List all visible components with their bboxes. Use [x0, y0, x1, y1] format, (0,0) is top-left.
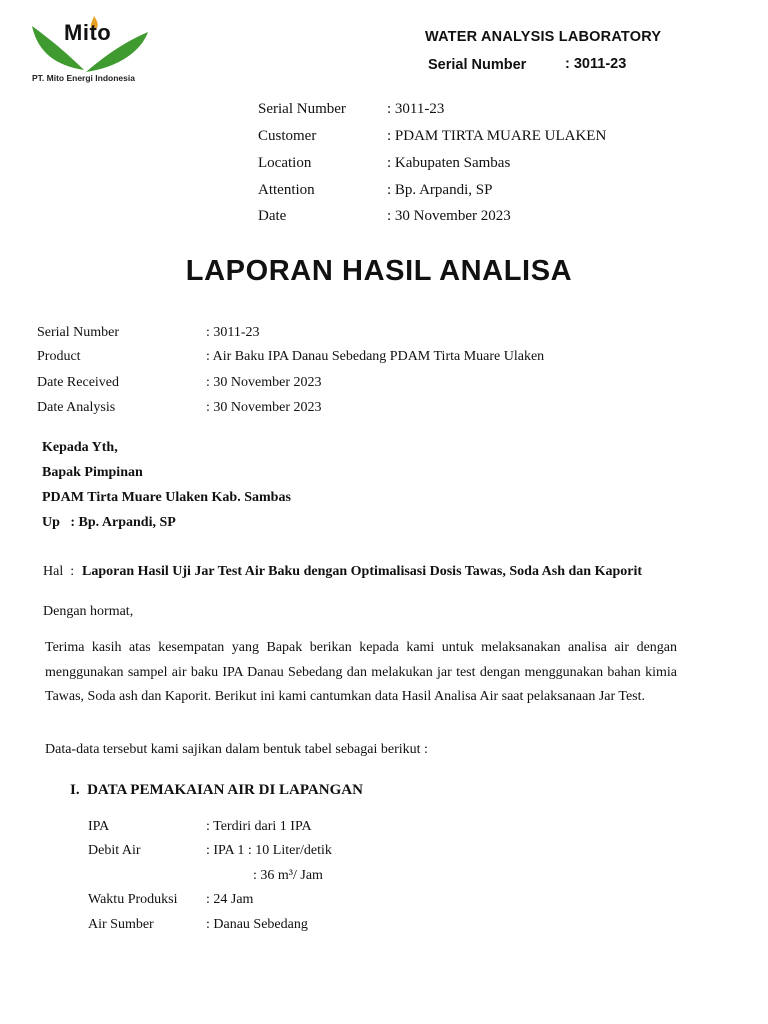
report-value: : 30 November 2023: [206, 375, 322, 390]
address-line: Bapak Pimpinan: [42, 465, 143, 480]
body-paragraph: Terima kasih atas kesempatan yang Bapak berikan kepada kami untuk melaksanakan analisa air dengan menggunakan sampel air baku IPA Danau Sebedang dan melakukan jar test dengan menggunakan bahan kimia Tawas, Soda ash dan Kaporit. Berikut ini kami cantumkan data Hasil Analisa Air saat pelaksanaan Jar Test.: [45, 640, 677, 704]
section-row-label: IPA: [88, 819, 110, 834]
info-label: Location: [258, 155, 312, 171]
info-label: Serial Number: [258, 101, 346, 117]
info-value: : PDAM TIRTA MUARE ULAKEN: [387, 128, 607, 144]
subject-text: Laporan Hasil Uji Jar Test Air Baku dengan Optimalisasi Dosis Tawas, Soda Ash dan Kaporit: [82, 564, 643, 579]
header-serial-value: : 3011-23: [565, 56, 627, 72]
header-serial-label: Serial Number: [428, 57, 527, 73]
info-value: : 30 November 2023: [387, 208, 511, 224]
report-value: : 30 November 2023: [206, 400, 322, 415]
brand-name: Mito: [64, 20, 112, 45]
info-value: : Bp. Arpandi, SP: [387, 182, 493, 198]
section-row-value: : 24 Jam: [206, 892, 254, 907]
salutation: Dengan hormat,: [43, 604, 134, 619]
info-value: : 3011-23: [387, 101, 445, 117]
section-row-value: : 36 m³/ Jam: [253, 868, 323, 883]
address-line: Up : Bp. Arpandi, SP: [42, 515, 176, 530]
report-label: Date Analysis: [37, 400, 116, 415]
subject-label: Hal :: [43, 564, 75, 579]
page-title: LAPORAN HASIL ANALISA: [185, 255, 573, 287]
section-row-value: : IPA 1 : 10 Liter/detik: [206, 843, 332, 858]
data-intro: Data-data tersebut kami sajikan dalam bentuk tabel sebagai berikut :: [45, 742, 428, 757]
info-label: Attention: [258, 182, 315, 198]
report-value: : 3011-23: [206, 325, 260, 340]
info-label: Customer: [258, 128, 317, 144]
info-label: Date: [258, 208, 287, 224]
section-row-value: : Danau Sebedang: [206, 917, 308, 932]
report-label: Date Received: [37, 375, 120, 390]
section-heading: I. DATA PEMAKAIAN AIR DI LAPANGAN: [70, 782, 363, 798]
section-row-label: Debit Air: [88, 843, 141, 858]
lab-title: WATER ANALYSIS LABORATORY: [425, 29, 662, 45]
address-line: PDAM Tirta Muare Ulaken Kab. Sambas: [42, 490, 291, 505]
section-row-label: Air Sumber: [88, 917, 154, 932]
info-value: : Kabupaten Sambas: [387, 155, 511, 171]
section-row-label: Waktu Produksi: [88, 892, 178, 907]
address-line: Kepada Yth,: [42, 440, 118, 455]
report-value: : Air Baku IPA Danau Sebedang PDAM Tirta Muare Ulaken: [206, 349, 545, 364]
section-row-value: : Terdiri dari 1 IPA: [206, 819, 312, 834]
report-label: Serial Number: [37, 325, 120, 340]
report-label: Product: [37, 349, 81, 364]
company-name: PT. Mito Energi Indonesia: [32, 73, 135, 83]
